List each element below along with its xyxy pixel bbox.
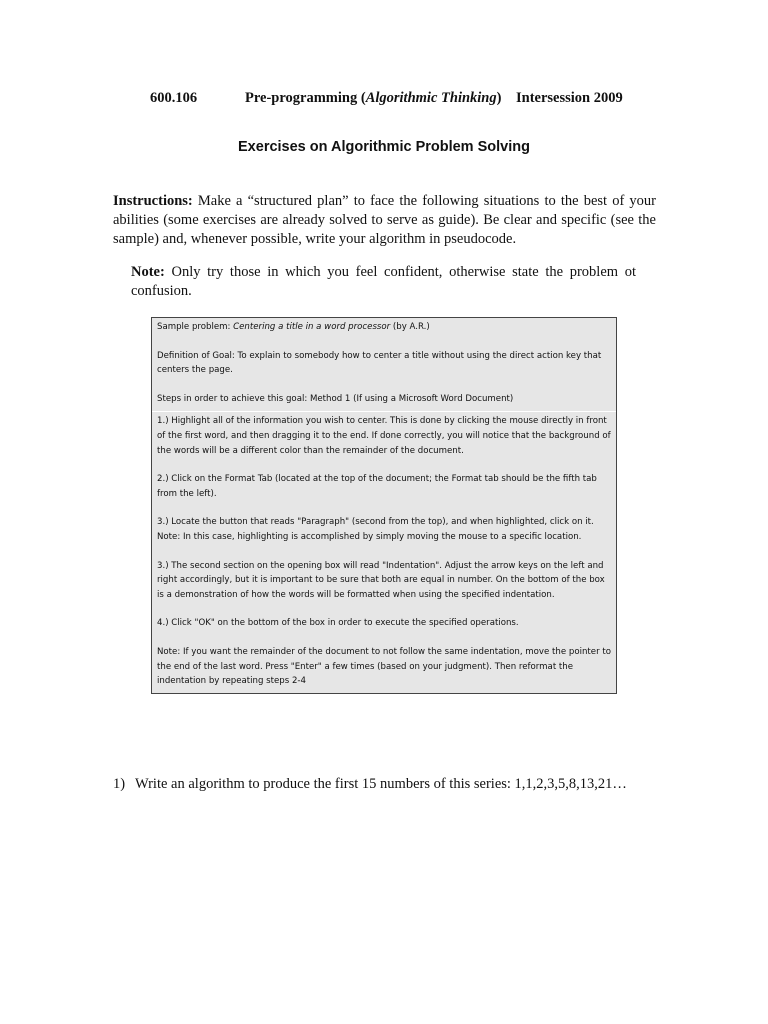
sample-intro-suffix: (by A.R.) bbox=[390, 322, 430, 332]
sample-step: 3.) Locate the button that reads "Paragraph" (second from the top), and when highlighted, click on it. Note: In this case, highlighting is accomplished by simply moving the mouse to a specific location. bbox=[157, 517, 594, 542]
note-paragraph bbox=[131, 263, 636, 301]
sample-step: 2.) Click on the Format Tab (located at the top of the document; the Format tab should be the fifth tab from the left). bbox=[157, 474, 597, 499]
page-title: Exercises on Algorithmic Problem Solving bbox=[238, 139, 530, 155]
sample-intro bbox=[157, 320, 611, 335]
note-text: Only try those in which you feel confident, otherwise state the problem ot confusion. bbox=[131, 264, 636, 299]
exercise-item bbox=[113, 776, 673, 793]
sample-box-header bbox=[152, 318, 616, 412]
sample-steps-heading: Steps in order to achieve this goal: Method 1 (If using a Microsoft Word Document) bbox=[157, 393, 514, 404]
exercise-text: Write an algorithm to produce the first 15 numbers of this series: 1,1,2,3,5,8,13,21… bbox=[135, 776, 627, 792]
sample-steps bbox=[152, 412, 616, 692]
sample-step: 1.) Highlight all of the information you wish to center. This is done by clicking the mouse directly in front of the first word, and then dragging it to the end. If done correctly, you will notice that the background of the words will be a different color than the remainder of the document. bbox=[157, 416, 611, 456]
sample-intro-prefix: Sample problem: bbox=[157, 322, 234, 332]
sample-intro-italic: Centering a title in a word processor bbox=[233, 322, 391, 332]
sample-note: Note: If you want the remainder of the document to not follow the same indentation, move the pointer to the end of the last word. Press "Enter" a few times (based on your judgment). Then reformat the indentation by repeating steps 2-4 bbox=[157, 646, 611, 687]
course-title-italic: Algorithmic Thinking bbox=[365, 90, 497, 106]
instructions-text: Make a “structured plan” to face the following situations to the best of your abilities (some exercises are already solved to serve as guide). Be clear and specific (see the sample) and, whenever possible, write your algorithm in pseudocode. bbox=[113, 193, 656, 247]
instructions-label: Instructions: bbox=[113, 193, 193, 209]
course-title-prefix: Pre-programming ( bbox=[245, 90, 366, 106]
sample-step: 3.) The second section on the opening box will read "Indentation". Adjust the arrow keys on the left and right accordingly, but it is important to be sure that both are equal in number. On the bottom of the box is a demonstration of how the words will be formatted when using the specified indentation. bbox=[157, 560, 605, 600]
course-title bbox=[245, 90, 501, 107]
sample-step: 4.) Click "OK" on the bottom of the box in order to execute the specified operations. bbox=[157, 618, 519, 629]
sample-problem-box bbox=[151, 317, 617, 694]
course-title-suffix: ) bbox=[496, 90, 502, 106]
note-label: Note: bbox=[131, 264, 165, 280]
instructions-paragraph bbox=[113, 192, 656, 249]
session-label: Intersession 2009 bbox=[516, 90, 623, 106]
sample-goal: Definition of Goal: To explain to somebody how to center a title without using the direct action key that centers the page. bbox=[157, 350, 602, 376]
course-number: 600.106 bbox=[150, 90, 198, 106]
exercise-number: 1) bbox=[113, 776, 126, 792]
